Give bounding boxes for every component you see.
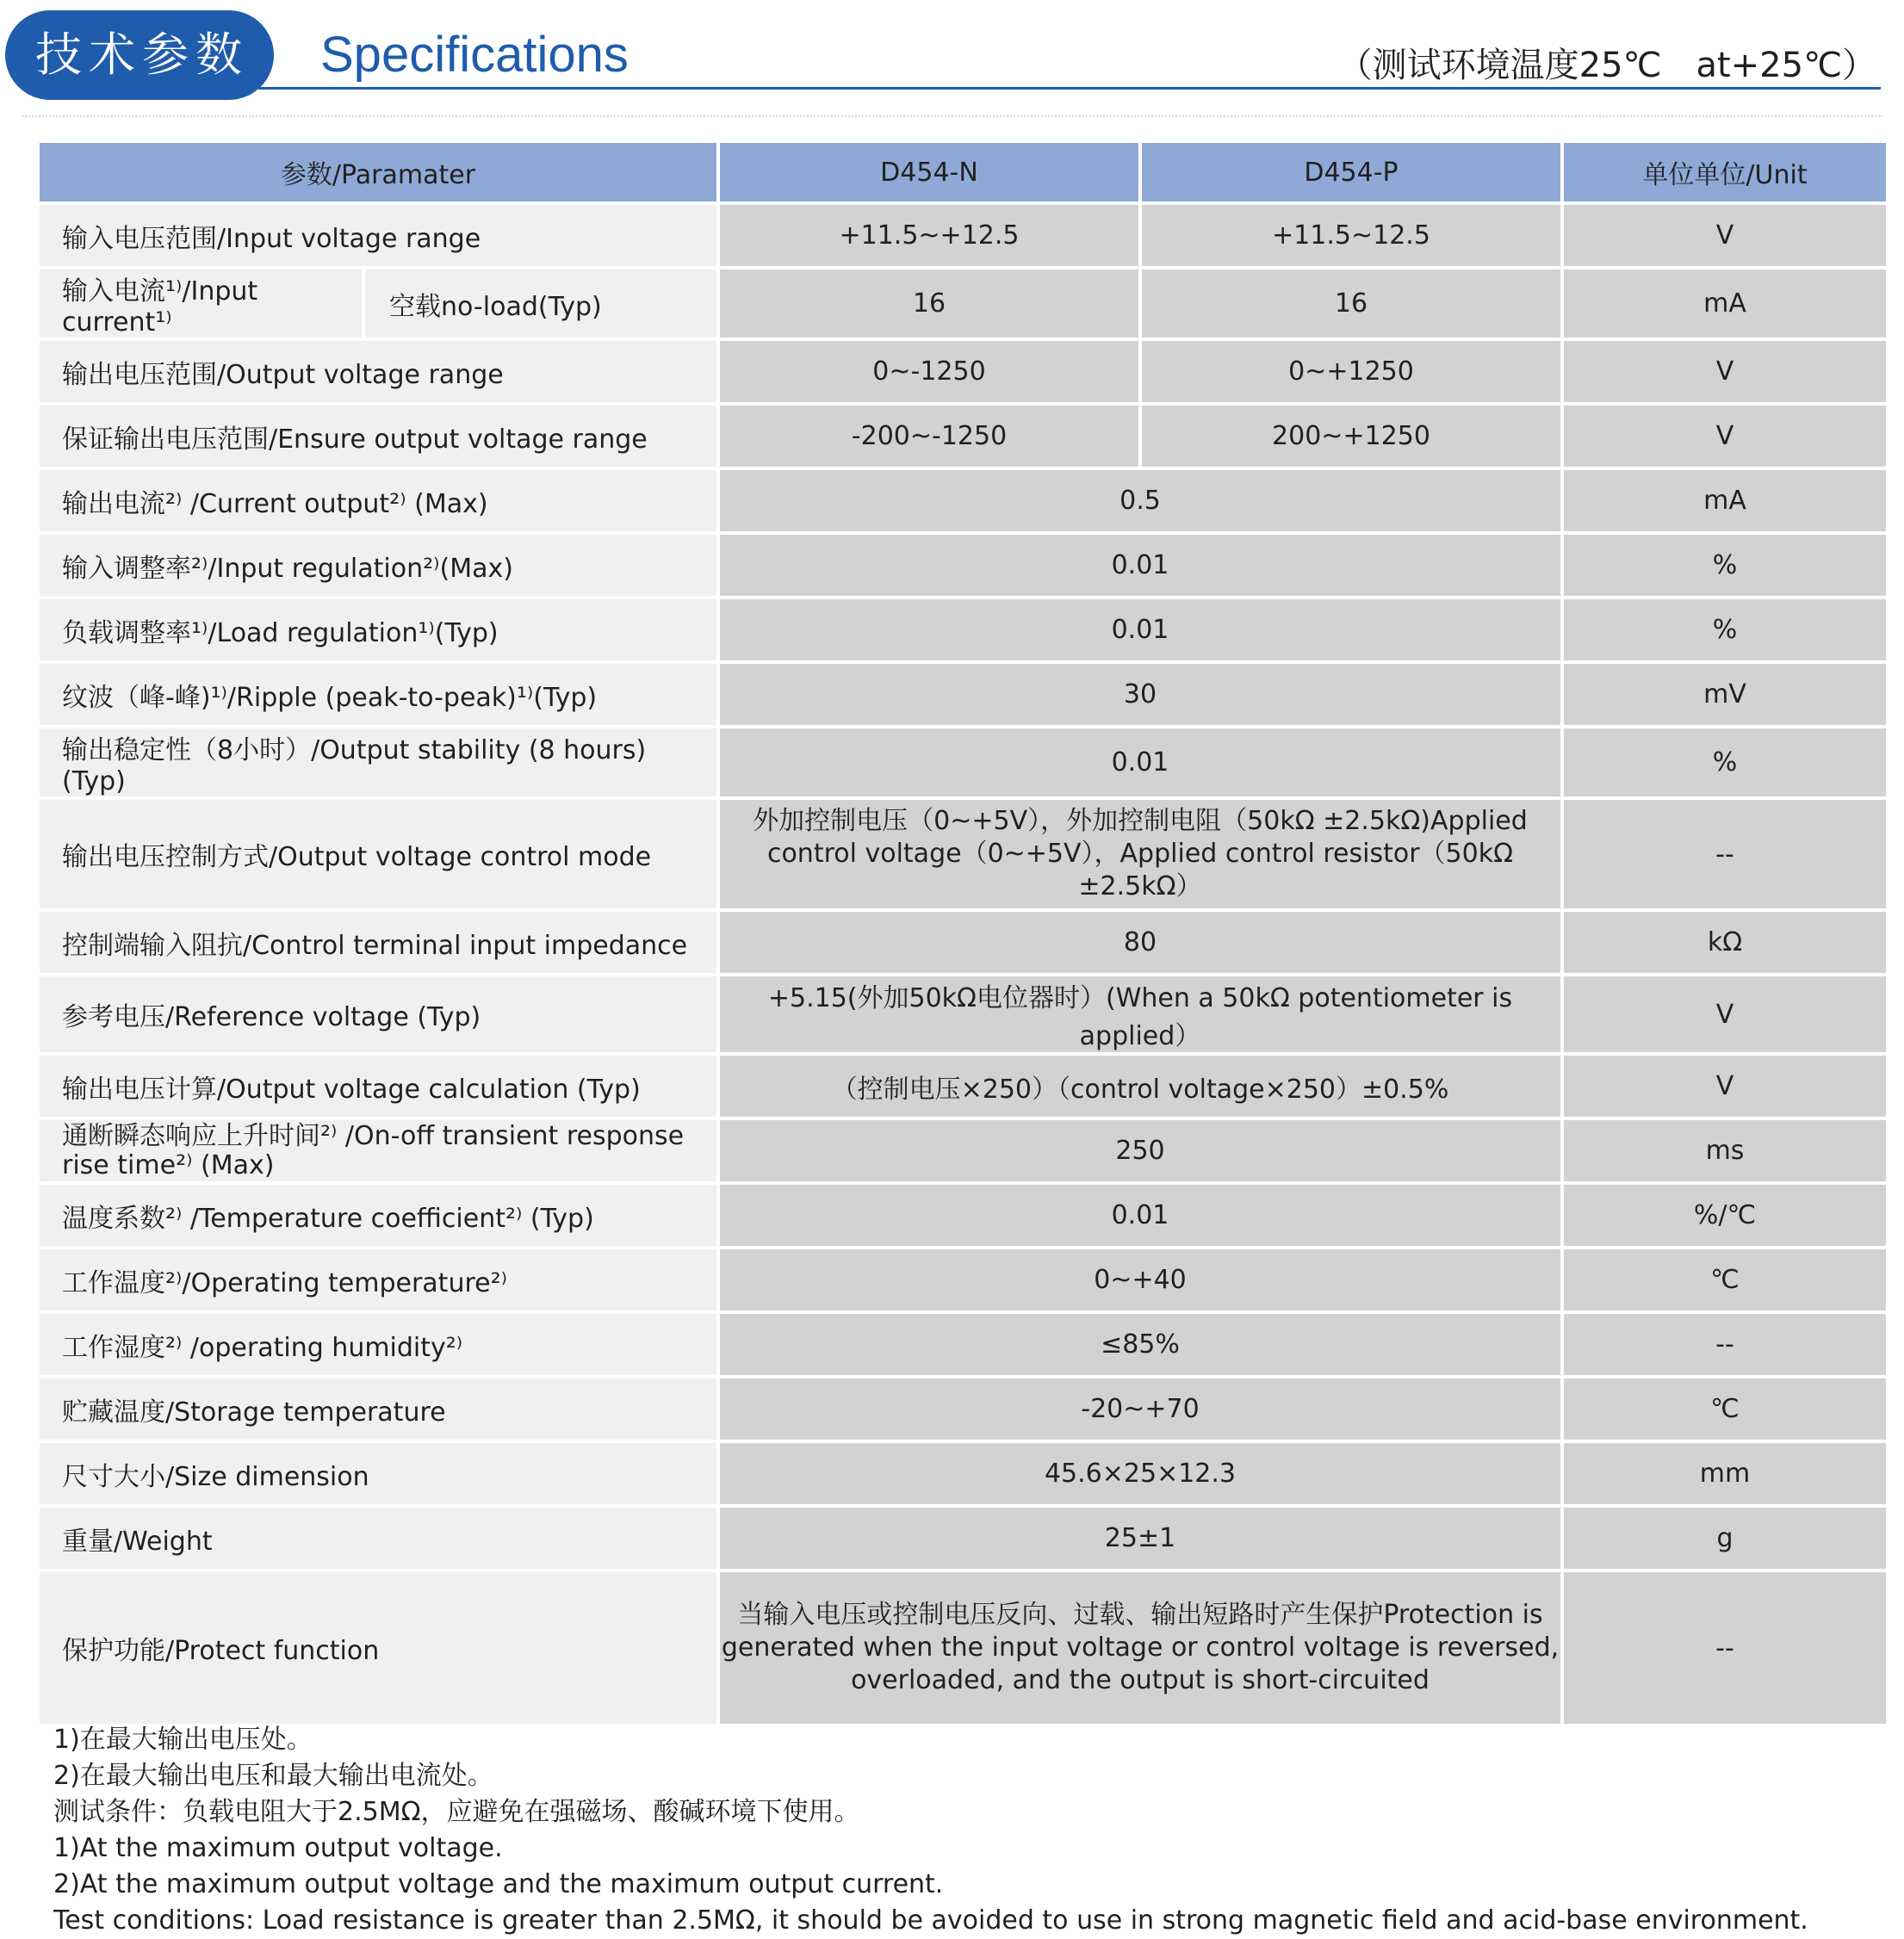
table-row xyxy=(38,468,1888,533)
unit-cell: %/℃ xyxy=(1562,1183,1888,1248)
column-header-parameter: 参数/Paramater xyxy=(38,141,718,203)
param-sub-cell: 空载no-load(Typ) xyxy=(363,268,718,339)
value-cell: ≤85% xyxy=(718,1312,1562,1377)
table-row xyxy=(38,339,1888,404)
value-cell-n: 0~-1250 xyxy=(718,339,1140,404)
table-row xyxy=(38,598,1888,662)
unit-cell: V xyxy=(1562,404,1888,468)
param-cell: 通断瞬态响应上升时间²⁾ /On-off transient response rise time²⁾ (Max) xyxy=(38,1118,718,1183)
section-badge: 技术参数 xyxy=(5,10,274,100)
value-cell: -20~+70 xyxy=(718,1377,1562,1441)
table-row xyxy=(38,1441,1888,1506)
value-cell-p: +11.5~12.5 xyxy=(1140,203,1562,268)
param-cell: 输出稳定性（8小时）/Output stability (8 hours) (Typ) xyxy=(38,727,718,798)
param-cell: 温度系数²⁾ /Temperature coefficient²⁾ (Typ) xyxy=(38,1183,718,1248)
value-cell-n: -200~-1250 xyxy=(718,404,1140,468)
param-cell: 负载调整率¹⁾/Load regulation¹⁾(Typ) xyxy=(38,598,718,662)
param-cell: 输出电压计算/Output voltage calculation (Typ) xyxy=(38,1054,718,1118)
table-header-row xyxy=(38,141,1888,203)
value-cell: 0.01 xyxy=(718,533,1562,598)
param-cell: 保护功能/Protect function xyxy=(38,1570,718,1725)
table-row xyxy=(38,1506,1888,1570)
param-cell: 纹波（峰-峰)¹⁾/Ripple (peak-to-peak)¹⁾(Typ) xyxy=(38,662,718,727)
unit-cell: % xyxy=(1562,533,1888,598)
footnote-cn-1: 1)在最大输出电压处。 xyxy=(53,1725,313,1755)
value-cell: 0.01 xyxy=(718,598,1562,662)
value-cell: （控制电压×250）（control voltage×250）±0.5% xyxy=(718,1054,1562,1118)
param-cell: 输出电压范围/Output voltage range xyxy=(38,339,718,404)
value-cell: 0.01 xyxy=(718,727,1562,798)
param-cell: 工作湿度²⁾ /operating humidity²⁾ xyxy=(38,1312,718,1377)
unit-cell: % xyxy=(1562,727,1888,798)
param-cell: 输入电流¹⁾/Input current¹⁾ xyxy=(38,268,363,339)
table-row xyxy=(38,1248,1888,1312)
table-row xyxy=(38,910,1888,975)
table-row xyxy=(38,798,1888,910)
dotted-divider xyxy=(22,115,1882,121)
column-header-d454-p: D454-P xyxy=(1140,141,1562,203)
footnote-en-2: 2)At the maximum output voltage and the maximum output current. xyxy=(53,1869,944,1899)
value-cell: 0.5 xyxy=(718,468,1562,533)
unit-cell: g xyxy=(1562,1506,1888,1570)
unit-cell: mV xyxy=(1562,662,1888,727)
param-cell: 贮藏温度/Storage temperature xyxy=(38,1377,718,1441)
value-cell: 0.01 xyxy=(718,1183,1562,1248)
value-cell: 0~+40 xyxy=(718,1248,1562,1312)
footnote-en-test-conditions: Test conditions: Load resistance is greater than 2.5MΩ, it should be avoided to use in strong magnetic field and acid-base environment. xyxy=(53,1905,1808,1936)
table-row xyxy=(38,1570,1888,1725)
table-row xyxy=(38,268,1888,339)
table-row xyxy=(38,975,1888,1054)
value-cell-p: 0~+1250 xyxy=(1140,339,1562,404)
unit-cell: -- xyxy=(1562,1312,1888,1377)
unit-cell: mA xyxy=(1562,468,1888,533)
param-cell: 尺寸大小/Size dimension xyxy=(38,1441,718,1506)
footnote-en-1: 1)At the maximum output voltage. xyxy=(53,1833,503,1863)
unit-cell: ℃ xyxy=(1562,1377,1888,1441)
column-header-unit: 单位单位/Unit xyxy=(1562,141,1888,203)
value-cell: 30 xyxy=(718,662,1562,727)
table-row xyxy=(38,1377,1888,1441)
param-cell: 输入电压范围/Input voltage range xyxy=(38,203,718,268)
param-cell: 工作温度²⁾/Operating temperature²⁾ xyxy=(38,1248,718,1312)
unit-cell: V xyxy=(1562,203,1888,268)
param-cell: 输出电流²⁾ /Current output²⁾ (Max) xyxy=(38,468,718,533)
table-row xyxy=(38,1183,1888,1248)
value-cell: 250 xyxy=(718,1118,1562,1183)
param-cell: 参考电压/Reference voltage (Typ) xyxy=(38,975,718,1054)
unit-cell: ℃ xyxy=(1562,1248,1888,1312)
value-cell-n: 16 xyxy=(718,268,1140,339)
footnotes xyxy=(53,1722,1879,1939)
value-cell-p: 16 xyxy=(1140,268,1562,339)
value-cell-p: 200~+1250 xyxy=(1140,404,1562,468)
param-cell: 重量/Weight xyxy=(38,1506,718,1570)
unit-cell: -- xyxy=(1562,1570,1888,1725)
param-cell: 输入调整率²⁾/Input regulation²⁾(Max) xyxy=(38,533,718,598)
unit-cell: ms xyxy=(1562,1118,1888,1183)
unit-cell: -- xyxy=(1562,798,1888,910)
table-row xyxy=(38,1054,1888,1118)
table-row xyxy=(38,404,1888,468)
test-condition-note: （测试环境温度25℃ at+25℃） xyxy=(1337,46,1876,85)
value-cell: 当输入电压或控制电压反向、过载、输出短路时产生保护Protection is generated when the input voltage or control voltage is reversed, overloaded, and the output is short-circuited xyxy=(718,1570,1562,1725)
value-cell-n: +11.5~+12.5 xyxy=(718,203,1140,268)
table-row xyxy=(38,1118,1888,1183)
header-divider xyxy=(258,87,1881,90)
value-cell: 80 xyxy=(718,910,1562,975)
table-row xyxy=(38,533,1888,598)
footnote-cn-test-conditions: 测试条件：负载电阻大于2.5MΩ，应避免在强磁场、酸碱环境下使用。 xyxy=(53,1797,860,1827)
page-header xyxy=(0,0,1904,121)
param-cell: 输出电压控制方式/Output voltage control mode xyxy=(38,798,718,910)
unit-cell: mm xyxy=(1562,1441,1888,1506)
specifications-table xyxy=(36,139,1889,1727)
unit-cell: % xyxy=(1562,598,1888,662)
param-cell: 保证输出电压范围/Ensure output voltage range xyxy=(38,404,718,468)
param-cell: 控制端输入阻抗/Control terminal input impedance xyxy=(38,910,718,975)
table-row xyxy=(38,662,1888,727)
value-cell: 25±1 xyxy=(718,1506,1562,1570)
unit-cell: V xyxy=(1562,1054,1888,1118)
unit-cell: V xyxy=(1562,975,1888,1054)
value-cell: +5.15(外加50kΩ电位器时）(When a 50kΩ potentiometer is applied） xyxy=(718,975,1562,1054)
footnote-cn-2: 2)在最大输出电压和最大输出电流处。 xyxy=(53,1761,493,1791)
page-title: Specifications xyxy=(320,27,629,83)
table-row xyxy=(38,203,1888,268)
value-cell: 外加控制电压（0~+5V），外加控制电阻（50kΩ ±2.5kΩ)Applied control voltage（0~+5V），Applied control resistor（50kΩ ±2.5kΩ） xyxy=(718,798,1562,910)
column-header-d454-n: D454-N xyxy=(718,141,1140,203)
table-row xyxy=(38,1312,1888,1377)
table-row xyxy=(38,727,1888,798)
unit-cell: V xyxy=(1562,339,1888,404)
unit-cell: kΩ xyxy=(1562,910,1888,975)
unit-cell: mA xyxy=(1562,268,1888,339)
value-cell: 45.6×25×12.3 xyxy=(718,1441,1562,1506)
